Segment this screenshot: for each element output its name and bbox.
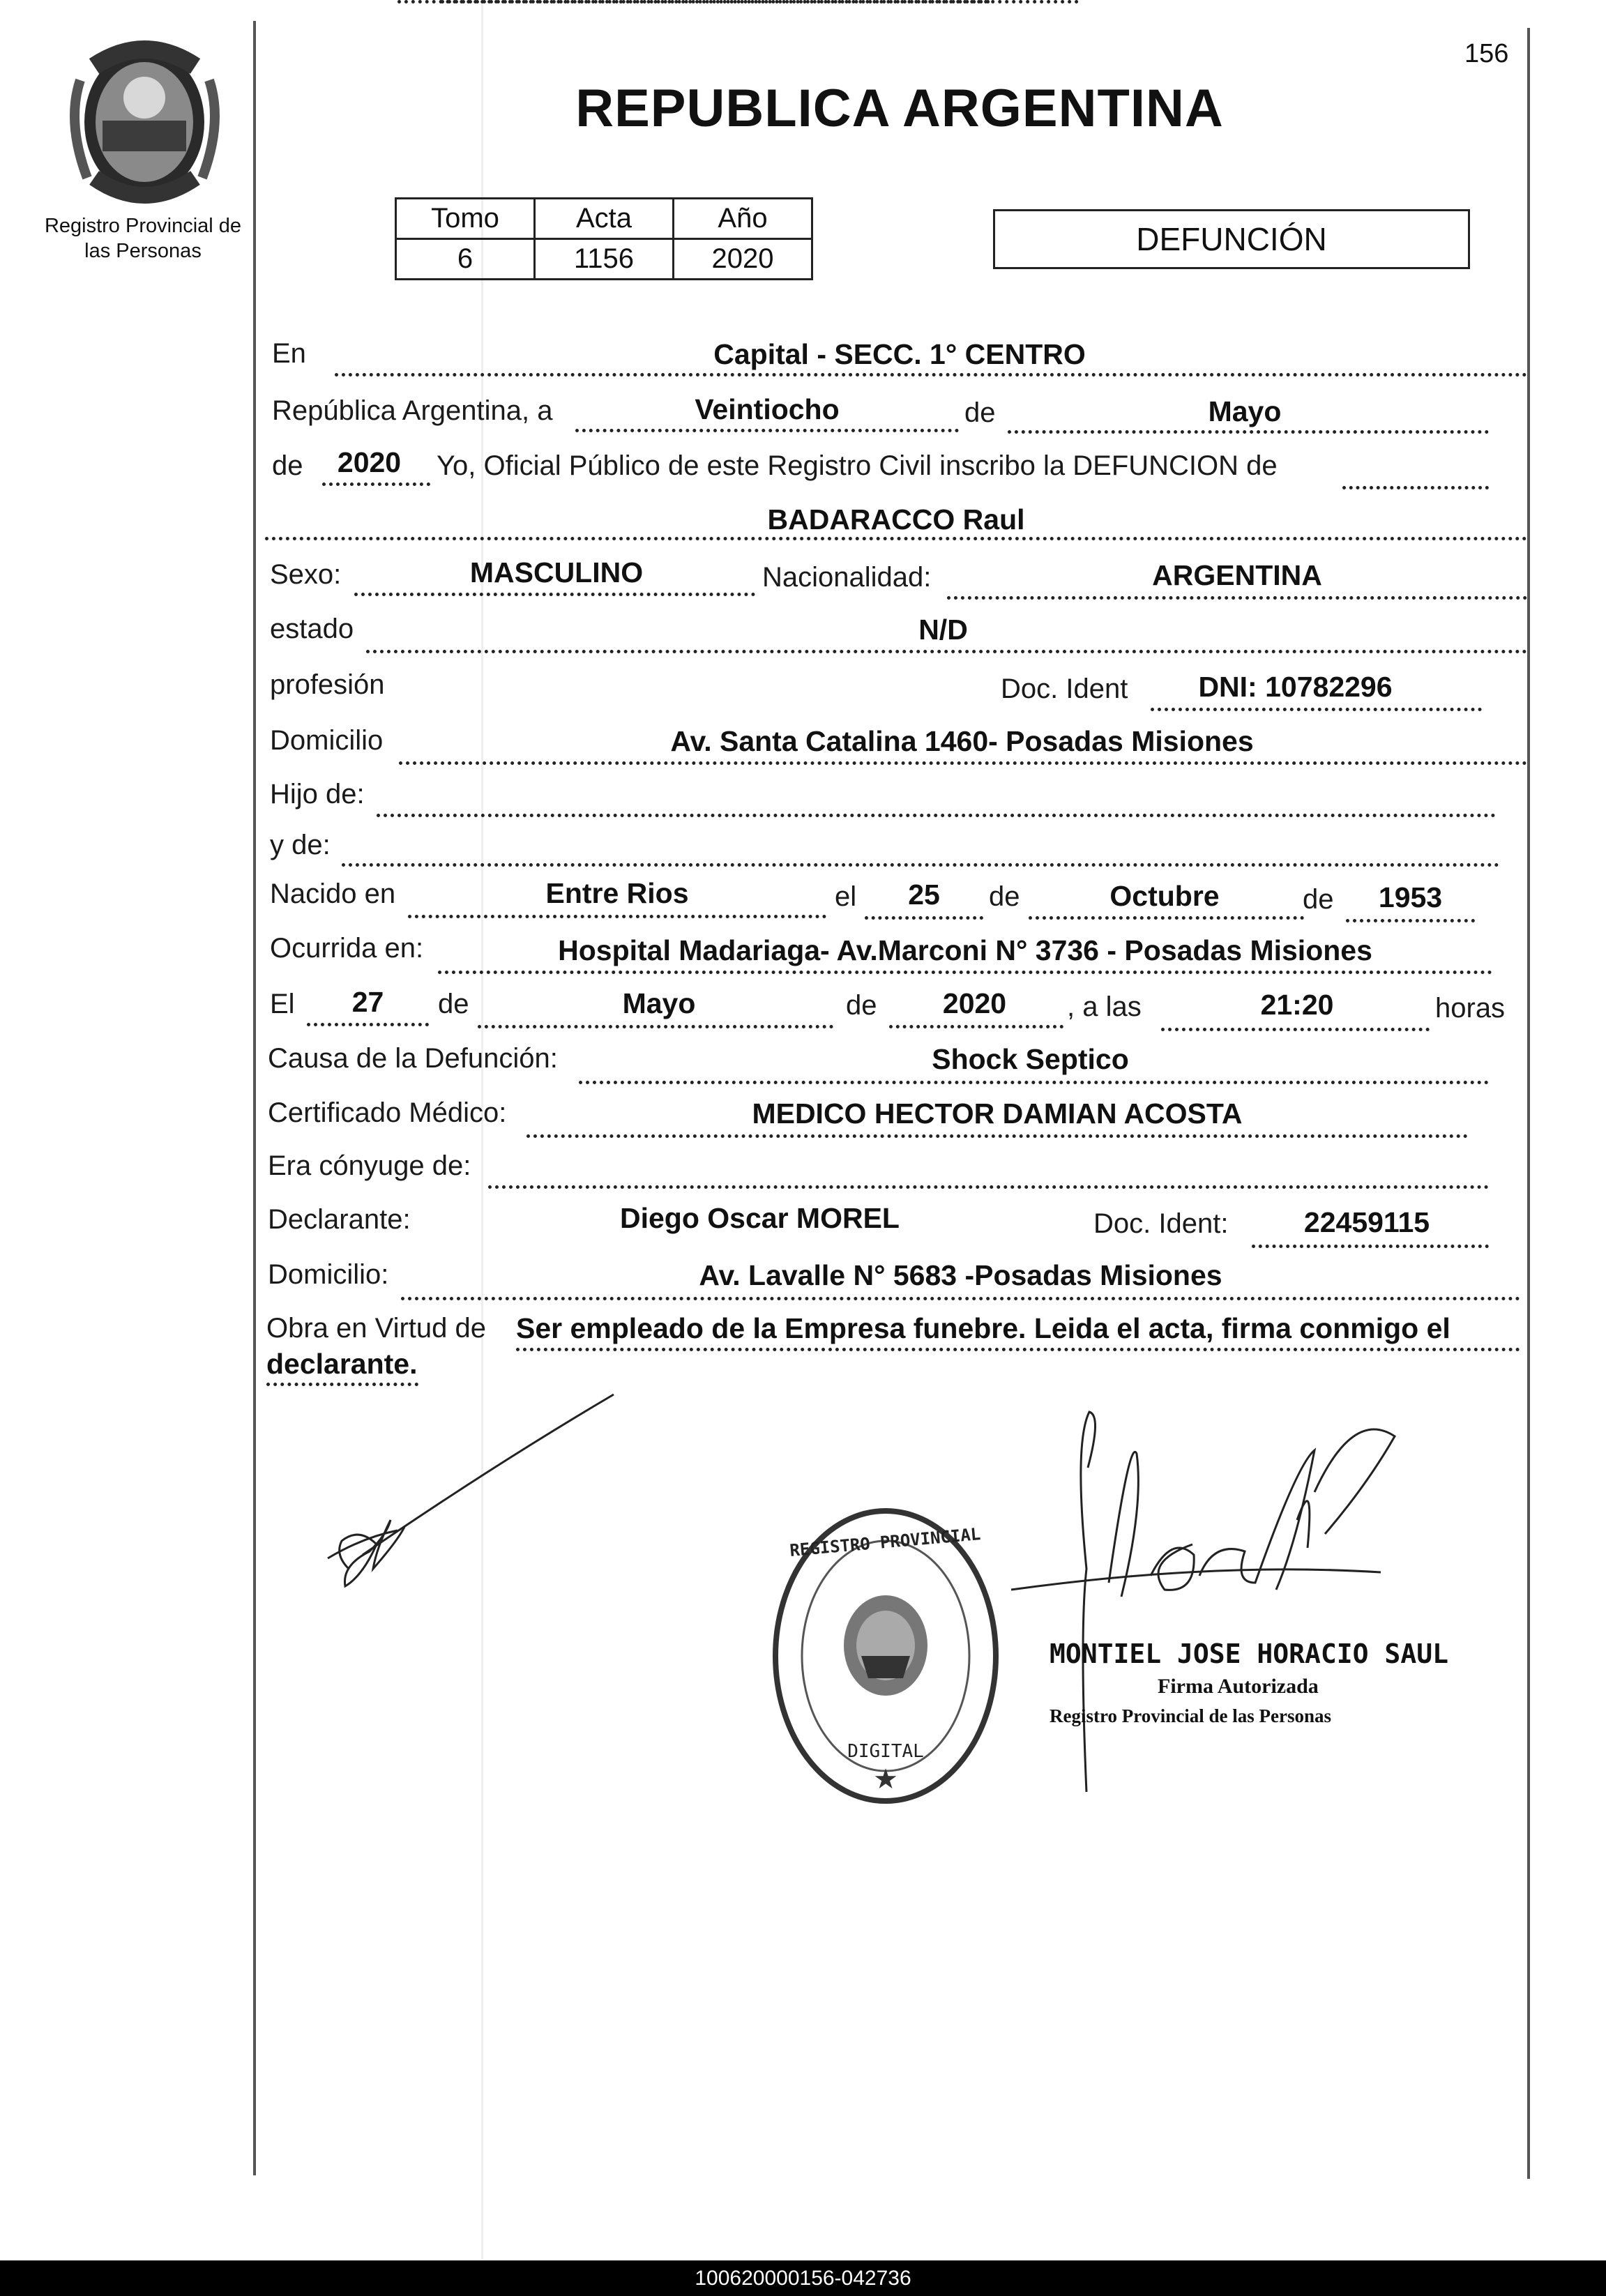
declarante-doc-line <box>1252 1245 1489 1248</box>
domicilio-line <box>399 761 1527 765</box>
page-number: 156 <box>1464 39 1509 68</box>
svg-text:★: ★ <box>873 1763 898 1795</box>
profesion-label: profesión <box>270 669 385 700</box>
el-cap-label: El <box>270 989 295 1019</box>
estado-value: N/D <box>918 614 968 646</box>
dia-letras-line <box>575 429 959 432</box>
nacimiento-anio-value: 1953 <box>1378 881 1443 913</box>
y-de-line <box>342 863 1499 867</box>
registry-table-value-row <box>396 239 812 280</box>
nacimiento-mes-line <box>1029 916 1304 920</box>
official-seal <box>760 1496 1011 1816</box>
acta-value: 1156 <box>535 239 674 280</box>
svg-text:REGISTRO PROVINCIAL: REGISTRO PROVINCIAL <box>789 1524 982 1560</box>
ocurrida-en-value: Hospital Madariaga- Av.Marconi N° 3736 - Posadas Misiones <box>558 934 1372 966</box>
estado-line <box>366 650 1527 653</box>
sexo-value: MASCULINO <box>469 556 644 588</box>
hora-line <box>1161 1028 1430 1031</box>
logo-caption-line2: las Personas <box>84 240 202 262</box>
declarante-doc-label: Doc. Ident: <box>1093 1208 1229 1239</box>
de-label-5: de <box>438 989 469 1019</box>
hora-value: 21:20 <box>1260 989 1334 1021</box>
declarante-label: Declarante: <box>268 1204 411 1235</box>
nacimiento-dia-value: 25 <box>908 879 940 911</box>
hijo-de-line <box>377 814 1496 817</box>
declarante-domicilio-line <box>401 1297 1520 1300</box>
conyuge-label: Era cónyuge de: <box>268 1150 471 1181</box>
registrar-role: Firma Autorizada <box>1158 1675 1319 1698</box>
nacionalidad-label: Nacionalidad: <box>762 562 932 593</box>
defuncion-dia-line <box>307 1023 429 1026</box>
conyuge-line <box>488 1185 1489 1189</box>
declarante-domicilio-label: Domicilio: <box>268 1259 389 1290</box>
logo-caption-line1: Registro Provincial de <box>44 215 242 237</box>
horas-label: horas <box>1435 993 1506 1024</box>
declarante-doc-value: 22459115 <box>1303 1206 1430 1238</box>
obra-value-line1: Ser empleado de la Empresa funebre. Leida el acta, firma conmigo el <box>516 1312 1450 1344</box>
left-margin-line <box>253 21 256 2175</box>
mes-value: Mayo <box>1208 395 1282 427</box>
certificado-value: MEDICO HECTOR DAMIAN ACOSTA <box>752 1097 1243 1130</box>
republica-label: República Argentina, a <box>272 395 553 426</box>
domicilio-label: Domicilio <box>270 725 384 756</box>
defuncion-dia-value: 27 <box>351 986 384 1018</box>
mes-line <box>1008 430 1489 434</box>
defuncion-anio-value: 2020 <box>942 987 1007 1019</box>
de-label-6: de <box>846 990 877 1021</box>
document-title: REPUBLICA ARGENTINA <box>575 79 1224 138</box>
sexo-line <box>354 593 755 596</box>
de-label-2: de <box>272 450 303 481</box>
estado-label: estado <box>270 614 354 644</box>
ocurrida-en-line <box>438 971 1492 974</box>
registrar-name: MONTIEL JOSE HORACIO SAUL <box>1050 1639 1448 1669</box>
nacido-en-line <box>408 915 826 918</box>
declarante-domicilio-value: Av. Lavalle N° 5683 -Posadas Misiones <box>699 1259 1222 1291</box>
anio-header: Año <box>674 199 812 239</box>
registry-table <box>395 197 813 280</box>
causa-label: Causa de la Defunción: <box>268 1043 558 1074</box>
declarante-line <box>441 0 1079 3</box>
logo-caption <box>28 213 258 264</box>
nacido-en-label: Nacido en <box>270 879 396 909</box>
nacido-en-value: Entre Rios <box>545 877 689 909</box>
anio-line <box>322 482 430 486</box>
fallecido-value: BADARACCO Raul <box>767 503 1025 535</box>
el-label: el <box>835 881 857 912</box>
ocurrida-en-label: Ocurrida en: <box>270 933 424 964</box>
causa-line <box>579 1081 1489 1084</box>
y-de-label: y de: <box>270 830 331 860</box>
tomo-value: 6 <box>396 239 535 280</box>
fallecido-start-line <box>1342 486 1489 489</box>
de-label-4: de <box>1303 884 1334 915</box>
de-label-1: de <box>964 397 996 428</box>
acta-header: Acta <box>535 199 674 239</box>
obra-line-1 <box>516 1348 1520 1351</box>
doc-ident-label: Doc. Ident <box>1001 674 1128 704</box>
registrar-organization: Registro Provincial de las Personas <box>1050 1705 1331 1726</box>
a-las-label: , a las <box>1067 991 1142 1022</box>
dia-letras-value: Veintiocho <box>695 393 840 425</box>
svg-text:DIGITAL: DIGITAL <box>847 1741 924 1762</box>
defuncion-mes-line <box>478 1025 833 1028</box>
obra-label: Obra en Virtud de <box>266 1313 487 1344</box>
declarante-value: Diego Oscar MOREL <box>620 1202 900 1234</box>
anio-value: 2020 <box>337 446 402 478</box>
en-label: En <box>272 338 306 369</box>
defuncion-anio-line <box>889 1025 1063 1028</box>
right-margin-line <box>1527 28 1530 2179</box>
barcode-footer: 100620000156-042736 <box>0 2260 1606 2296</box>
document-type-box: DEFUNCIÓN <box>993 209 1470 269</box>
de-label-3: de <box>989 881 1020 912</box>
tomo-header: Tomo <box>396 199 535 239</box>
registry-table-header-row <box>396 199 812 239</box>
sexo-label: Sexo: <box>270 559 342 590</box>
domicilio-value: Av. Santa Catalina 1460- Posadas Misiones <box>670 725 1254 757</box>
nacimiento-anio-line <box>1346 919 1475 922</box>
certificado-label: Certificado Médico: <box>268 1097 507 1128</box>
nacimiento-mes-value: Octubre <box>1109 880 1220 912</box>
nacimiento-dia-line <box>865 916 983 920</box>
causa-value: Shock Septico <box>932 1043 1129 1075</box>
certificado-line <box>527 1134 1468 1138</box>
declarant-signature <box>321 1388 642 1604</box>
province-coat-of-arms-logo <box>66 38 223 206</box>
nacionalidad-value: ARGENTINA <box>1152 559 1322 591</box>
nacionalidad-line <box>947 596 1527 600</box>
defuncion-mes-value: Mayo <box>622 987 696 1019</box>
anio-value: 2020 <box>674 239 812 280</box>
registrar-signature <box>1004 1401 1409 1799</box>
obra-line-2 <box>266 1383 418 1386</box>
hijo-de-label: Hijo de: <box>270 779 365 809</box>
yo-oficial-label: Yo, Oficial Público de este Registro Civil inscribo la DEFUNCION de <box>437 450 1278 481</box>
doc-ident-line <box>1151 708 1482 711</box>
fallecido-line <box>265 537 1527 540</box>
doc-ident-value: DNI: 10782296 <box>1198 671 1393 703</box>
lugar-value: Capital - SECC. 1° CENTRO <box>713 338 1086 370</box>
lugar-line <box>335 373 1527 377</box>
obra-value-line2: declarante. <box>266 1348 418 1380</box>
